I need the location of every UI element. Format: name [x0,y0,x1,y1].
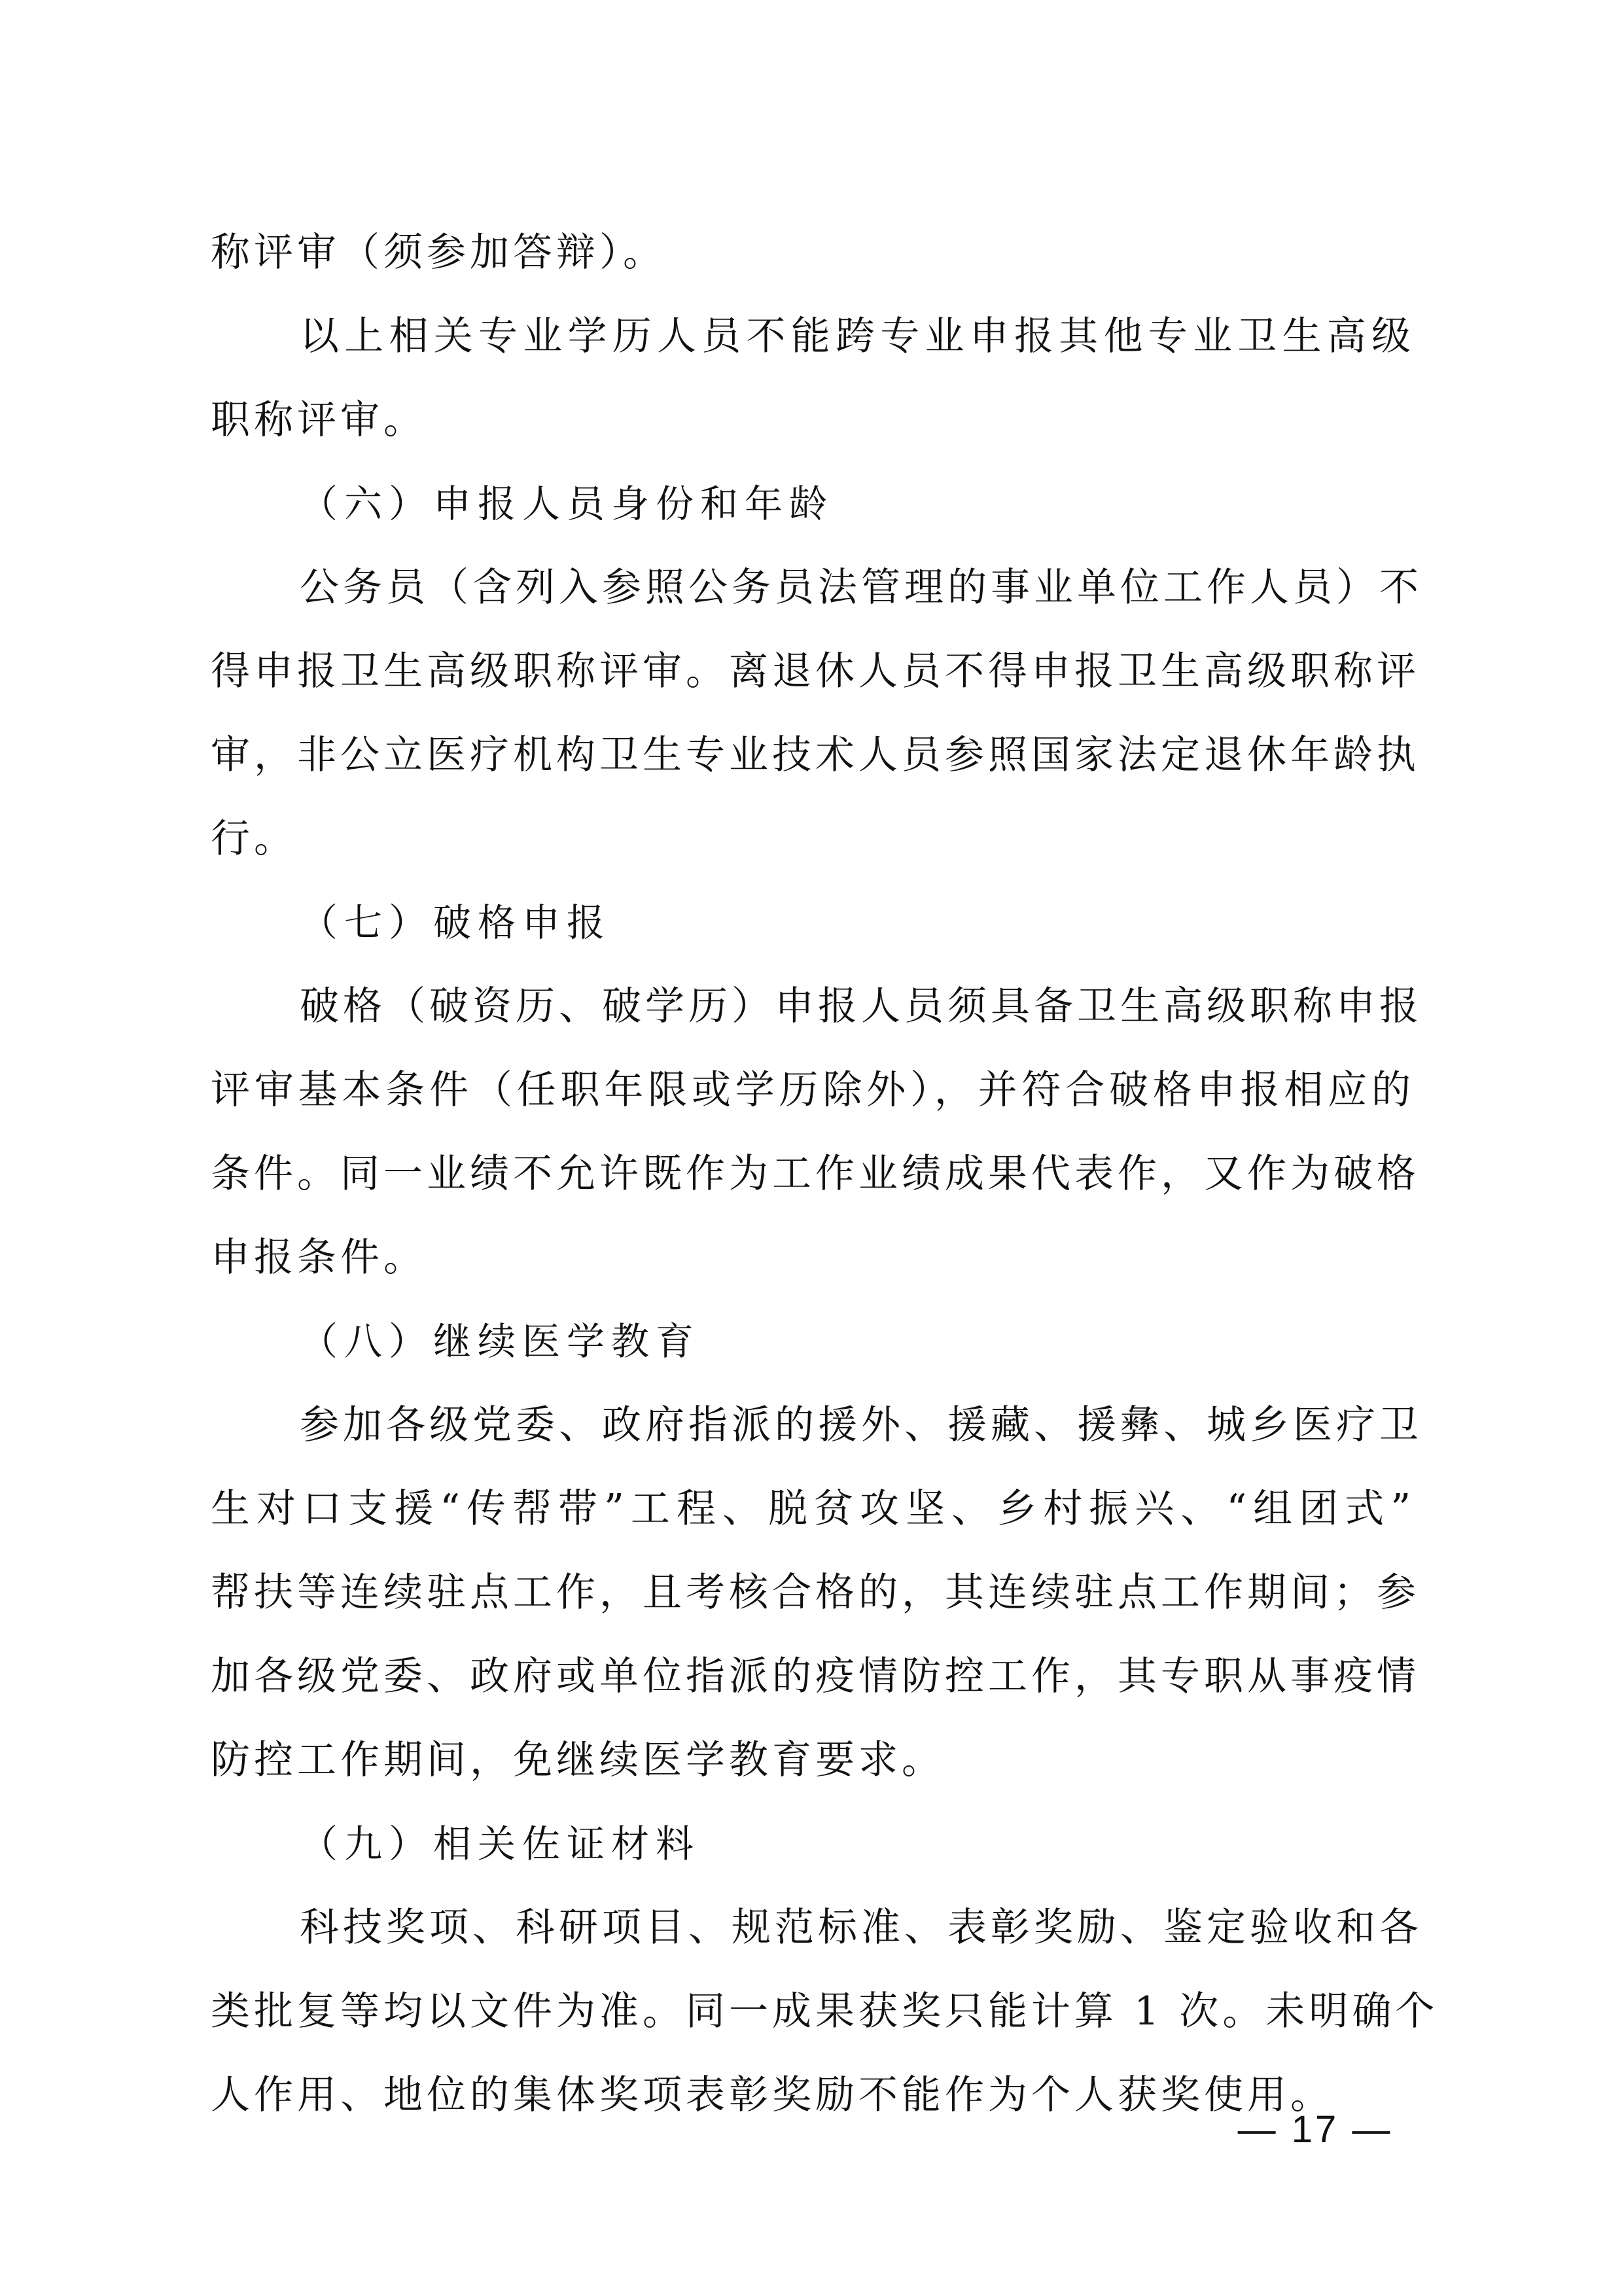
section-heading: （七）破格申报 [300,900,612,945]
text-line: 行。 [211,816,297,862]
text-line: 审，非公立医疗机构卫生专业技术人员参照国家法定退休年龄执 [211,732,1420,778]
text-line: 得申报卫生高级职称评审。离退休人员不得申报卫生高级职称评 [211,648,1420,694]
text-line: 人作用、地位的集体奖项表彰奖励不能作为个人获奖使用。 [211,2072,1333,2118]
text-line: 申报条件。 [211,1235,427,1280]
paragraph-line: 破格（破资历、破学历）申报人员须具备卫生高级职称申报 [300,983,1422,1029]
text-line: 类批复等均以文件为准。同一成果获奖只能计算 1 次。未明确个 [211,1988,1439,2034]
text-line: 条件。同一业绩不允许既作为工作业绩成果代表作，又作为破格 [211,1151,1420,1197]
paragraph-line: 公务员（含列入参照公务员法管理的事业单位工作人员）不 [300,565,1422,610]
section-heading: （六）申报人员身份和年龄 [300,482,834,526]
section-heading: （八）继续医学教育 [300,1319,701,1364]
text-line: 评审基本条件（任职年限或学历除外），并符合破格申报相应的 [211,1067,1415,1113]
text-line: 防控工作期间，免继续医学教育要求。 [211,1737,945,1783]
paragraph-line: 科技奖项、科研项目、规范标准、表彰奖励、鉴定验收和各 [300,1905,1422,1951]
section-heading: （九）相关佐证材料 [300,1822,701,1866]
paragraph-line: 参加各级党委、政府指派的援外、援藏、援彝、城乡医疗卫 [300,1402,1422,1448]
text-line: 加各级党委、政府或单位指派的疫情防控工作，其专职从事疫情 [211,1653,1420,1699]
text-line: 职称评审。 [211,397,427,443]
page-number: — 17 — [1237,2108,1393,2151]
text-line: 生对口支援“传帮带”工程、脱贫攻坚、乡村振兴、“组团式” [211,1486,1415,1532]
text-line: 称评审（须参加答辩）。 [211,230,666,275]
text-line: 帮扶等连续驻点工作，且考核合格的，其连续驻点工作期间；参 [211,1570,1420,1616]
paragraph-line: 以上相关专业学历人员不能跨专业申报其他专业卫生高级 [300,313,1415,359]
body-text [211,211,1439,2137]
